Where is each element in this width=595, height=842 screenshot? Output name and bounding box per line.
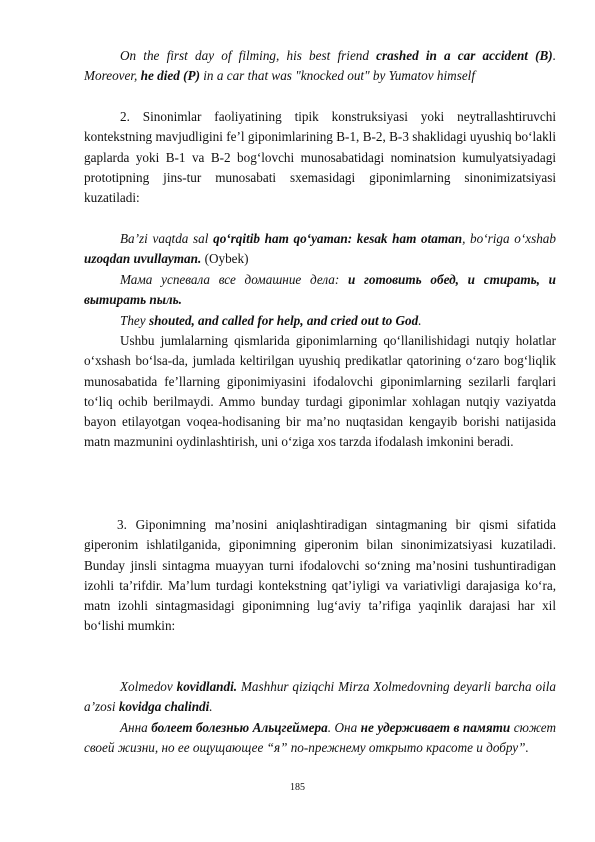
point-3-paragraph: 3. Giponimning ma’nosini aniqlashtiradigan sintagmaning bir qismi sifatida giperonim ishlatilganida, giponimning giperonim bilan sinonimizatsiyasi kuzatiladi. Bunday jinsli sintagma muayyan turni ifodalovchi so‘zning ma’nosini tushuntiradigan izohli ta’rifdir. Ma’lum turdagi kontekstning qat’iyligi va variativligi darajasiga ko‘ra, matn izohli sintagmasidagi giponimning lug‘aviy ta’rifiga yaqinlik darajasi har xil bo‘lishi mumkin: (84, 517, 556, 634)
example-text: Xolmedov (120, 679, 177, 694)
example-english-shouted (84, 311, 556, 331)
example-text: Mashhur qiziqchi Mirza Xolmedovning deyarli barcha oila a’zosi (84, 679, 556, 715)
highlighted-predicate: shouted, and called for help, and cried out to God (148, 313, 419, 328)
example-text: Ba’zi vaqtda sal (120, 231, 214, 246)
highlighted-predicate: не удерживает в памяти (360, 720, 511, 735)
analysis-paragraph: Ushbu jumlalarning qismlarida giponimlarning qo‘llanilishidagi nutqiy holatlar o‘xshash bo‘lsa-da, jumlada keltirilgan uyushiq predikatlar qatorining o‘zaro bog‘liqlik munosabatida fe’llarning giponimiyasini ifodalovchi giponimlarning sezilarli farqlari to‘liq ochib berilmaydi. Ammo bunday turdagi giponimlar xohlagan nutqiy vaziyatda bayon etilayotgan voqea-hodisaning bir ma’no nuqtasidan kengayib borishi natijasida matn mazmunini oydinlashtirish, uni o‘ziga xos tarzda ifodalash imkonini beradi. (84, 333, 556, 450)
highlighted-predicate: qo‘rqitib ham qo‘yaman: kesak ham otaman (213, 231, 463, 246)
example-english-car-accident (84, 46, 556, 87)
example-text: . (209, 699, 213, 715)
example-uzbek-oybek (84, 229, 556, 270)
example-text: Анна (120, 720, 152, 735)
example-text: Мама успевала все домашние дела: (120, 272, 348, 287)
example-text: . Она (327, 720, 361, 735)
example-text: . Moreover, (84, 48, 556, 84)
highlighted-predicate: болеет болезнью Альцгеймера (151, 720, 328, 735)
example-text: in a car that was "knocked out" by Yumatov himself (199, 68, 476, 84)
example-text: . (418, 313, 422, 328)
highlighted-predicate: и готовить обед, и стирать, и вытирать пыль. (84, 272, 556, 308)
example-text: On the first day of filming, his best friend (120, 48, 377, 63)
highlighted-predicate: crashed in a car accident (B) (376, 48, 553, 63)
point-2-paragraph: 2. Sinonimlar faoliyatining tipik konstruksiyasi yoki neytrallashtiruvchi kontekstning mavjudligini fe’l giponimlarining B-1, B-2, B-3 shaklidagi uyushiq bo‘lakli gaplarda yoki B-1 va B-2 bog‘lovchi munosabatidagi nominatsion kumulyatsiyadagi prototipning jins-tur munosabati sxemasidagi giponimlarning sinonimizatsiyasi kuzatiladi: (84, 109, 556, 206)
highlighted-predicate: uzoqdan uvullayman. (84, 251, 202, 267)
highlighted-predicate: kovidlandi. (176, 679, 238, 694)
highlighted-predicate: he died (P) (140, 68, 200, 84)
example-uzbek-xolmedov (84, 677, 556, 718)
example-text: сюжет своей жизни, но ее ощущающее “я” по-прежнему открыто красоте и добру”. (84, 720, 556, 756)
highlighted-predicate: kovidga chalindi (118, 699, 210, 715)
example-russian-anna (84, 718, 556, 759)
example-text: They (120, 313, 149, 328)
page-number: 185 (290, 782, 305, 793)
example-text: , bo‘riga o‘xshab (462, 231, 556, 246)
example-russian-mama (84, 270, 556, 311)
example-source: (Oybek) (201, 251, 249, 267)
